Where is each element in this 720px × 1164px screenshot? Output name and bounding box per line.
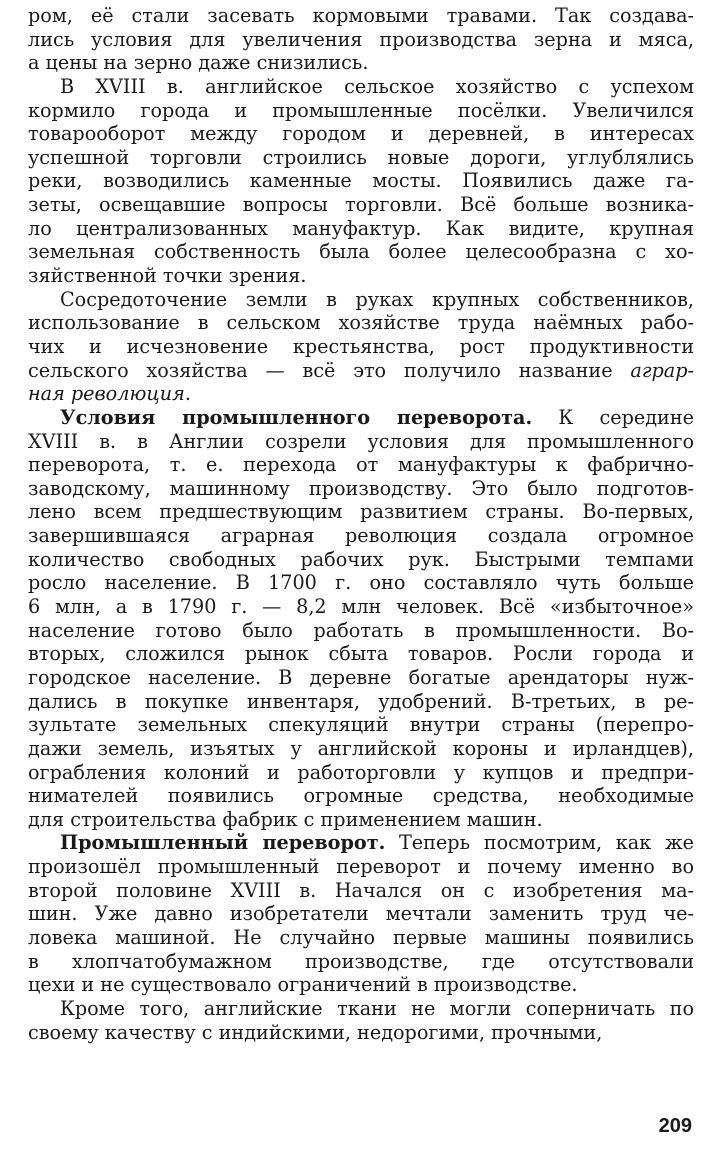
text-line xyxy=(28,619,694,643)
line-text: росло население. В 1700 г. оно составляло чуть больше xyxy=(28,571,694,595)
term-italic: аграр- xyxy=(630,358,694,382)
line-text: успешной торговли строились новые дороги, углублялись xyxy=(28,145,694,169)
line-text: зультате земельных спекуляций внутри страны (перепро- xyxy=(28,713,694,737)
line-text: Сосредоточение земли в руках крупных собственников, xyxy=(60,287,694,311)
page-body xyxy=(28,4,694,1044)
text-line xyxy=(28,240,694,264)
line-text: городское население. В деревне богатые арендаторы нуж- xyxy=(28,665,694,689)
paragraph xyxy=(28,831,694,996)
text-line xyxy=(28,146,694,170)
text-line xyxy=(28,595,694,619)
text-line xyxy=(28,642,694,666)
text-line xyxy=(28,122,694,146)
text-line xyxy=(28,831,694,855)
term-italic: ная революция xyxy=(28,382,185,406)
text-line xyxy=(28,51,694,75)
text-line xyxy=(28,713,694,737)
line-text: зяйственной точки зрения. xyxy=(28,264,307,288)
line-text: в хлопчатобумажном производстве, где отсутствовали xyxy=(28,949,694,973)
section-heading: Промышленный переворот. xyxy=(60,831,386,855)
line-text: сельского хозяйства — всё это получило название xyxy=(28,358,631,382)
line-text: использование в сельском хозяйстве труда наёмных рабо- xyxy=(28,311,694,335)
line-text: ограбления колоний и работорговли у купцов и предпри- xyxy=(28,760,694,784)
line-text: В XVIII в. английское сельское хозяйство с успехом xyxy=(60,74,694,98)
paragraph xyxy=(28,75,694,288)
line-text: зеты, освещавшие вопросы торговли. Всё больше возника- xyxy=(28,193,694,217)
text-line xyxy=(28,453,694,477)
text-line xyxy=(28,973,694,997)
line-text: а цены на зерно даже снизились. xyxy=(28,51,369,75)
text-line xyxy=(28,335,694,359)
text-line xyxy=(28,264,694,288)
text-line xyxy=(28,1021,694,1045)
line-text: цехи и не существовало ограничений в производстве. xyxy=(28,973,578,997)
line-text: количество свободных рабочих рук. Быстрыми темпами xyxy=(28,547,694,571)
line-text: ловека машиной. Не случайно первые машины появились xyxy=(28,925,694,949)
text-line xyxy=(28,169,694,193)
text-line xyxy=(28,75,694,99)
text-line xyxy=(28,737,694,761)
line-text: кормило города и промышленные посёлки. Увеличился xyxy=(28,98,694,122)
line-text: К середине xyxy=(532,405,694,429)
line-text: для строительства фабрик с применением машин. xyxy=(28,807,543,831)
text-line xyxy=(28,500,694,524)
line-text: лись условия для увеличения производства зерна и мяса, xyxy=(28,27,694,51)
text-line xyxy=(28,477,694,501)
paragraph xyxy=(28,4,694,75)
text-line xyxy=(28,926,694,950)
line-text: Теперь посмотрим, как же xyxy=(385,831,694,855)
text-line xyxy=(28,666,694,690)
text-line xyxy=(28,359,694,383)
line-text: 6 млн, а в 1790 г. — 8,2 млн человек. Всё «избыточное» xyxy=(28,595,694,619)
text-line xyxy=(28,690,694,714)
line-text: чих и исчезновение крестьянства, рост продуктивности xyxy=(28,334,694,358)
section-heading: Условия промышленного переворота. xyxy=(60,405,533,429)
text-line xyxy=(28,950,694,974)
text-line xyxy=(28,784,694,808)
text-line xyxy=(28,382,694,406)
line-text: завершившаяся аграрная революция создала огромное xyxy=(28,524,694,548)
text-line xyxy=(28,879,694,903)
line-text: своему качеству с индийскими, недорогими, прочными, xyxy=(28,1020,603,1044)
line-text: товарооборот между городом и деревней, в интересах xyxy=(28,122,694,146)
line-text: лено всем предшествующим развитием страны. Во-первых, xyxy=(28,500,694,524)
text-line xyxy=(28,524,694,548)
paragraph xyxy=(28,997,694,1044)
line-text: дались в покупке инвентаря, удобрений. В-третьих, в ре- xyxy=(28,689,694,713)
text-line xyxy=(28,571,694,595)
line-text: земельная собственность была более целесообразна с хо- xyxy=(28,240,694,264)
line-text: второй половине XVIII в. Начался он с изобретения ма- xyxy=(28,878,694,902)
page-number: 209 xyxy=(658,1115,692,1137)
line-text: реки, возводились каменные мосты. Появились даже га- xyxy=(28,169,694,193)
line-text: Кроме того, английские ткани не могли соперничать по xyxy=(60,996,694,1020)
line-text: . xyxy=(184,382,191,406)
text-line xyxy=(28,406,694,430)
line-text: население готово было работать в промышленности. Во- xyxy=(28,618,694,642)
text-line xyxy=(28,997,694,1021)
text-line xyxy=(28,761,694,785)
paragraph xyxy=(28,288,694,406)
text-line xyxy=(28,855,694,879)
text-line xyxy=(28,311,694,335)
line-text: ром, её стали засевать кормовыми травами. Так создава- xyxy=(28,4,694,27)
text-line xyxy=(28,193,694,217)
text-line xyxy=(28,288,694,312)
line-text: заводскому, машинному производству. Это было подготов- xyxy=(28,476,694,500)
text-line xyxy=(28,4,694,28)
text-line xyxy=(28,548,694,572)
line-text: дажи земель, изъятых у английской короны и ирландцев), xyxy=(28,736,694,760)
text-line xyxy=(28,902,694,926)
text-line xyxy=(28,430,694,454)
line-text: XVIII в. в Англии созрели условия для промышленного xyxy=(28,429,694,453)
line-text: нимателей появились огромные средства, необходимые xyxy=(28,784,694,808)
line-text: шин. Уже давно изобретатели мечтали заменить труд че- xyxy=(28,902,694,926)
line-text: переворота, т. е. перехода от мануфактуры к фабрично- xyxy=(28,453,694,477)
text-line xyxy=(28,28,694,52)
text-line xyxy=(28,217,694,241)
line-text: ло централизованных мануфактур. Как видите, крупная xyxy=(28,216,694,240)
text-line xyxy=(28,99,694,123)
line-text: вторых, сложился рынок сбыта товаров. Росли города и xyxy=(28,642,694,666)
text-line xyxy=(28,808,694,832)
line-text: произошёл промышленный переворот и почему именно во xyxy=(28,855,694,879)
paragraph xyxy=(28,406,694,832)
